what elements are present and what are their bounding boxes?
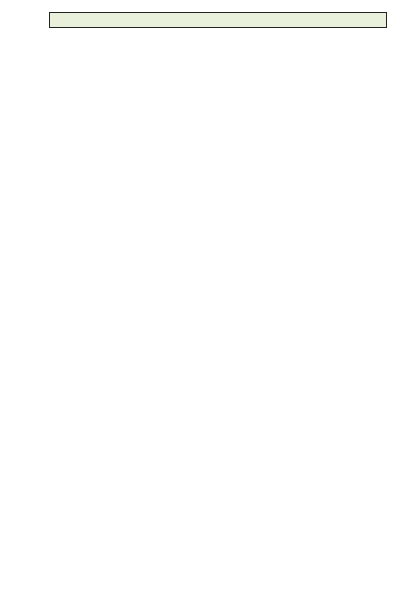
section-title [50,13,387,28]
contact-table [49,12,387,28]
section-row [50,13,387,28]
